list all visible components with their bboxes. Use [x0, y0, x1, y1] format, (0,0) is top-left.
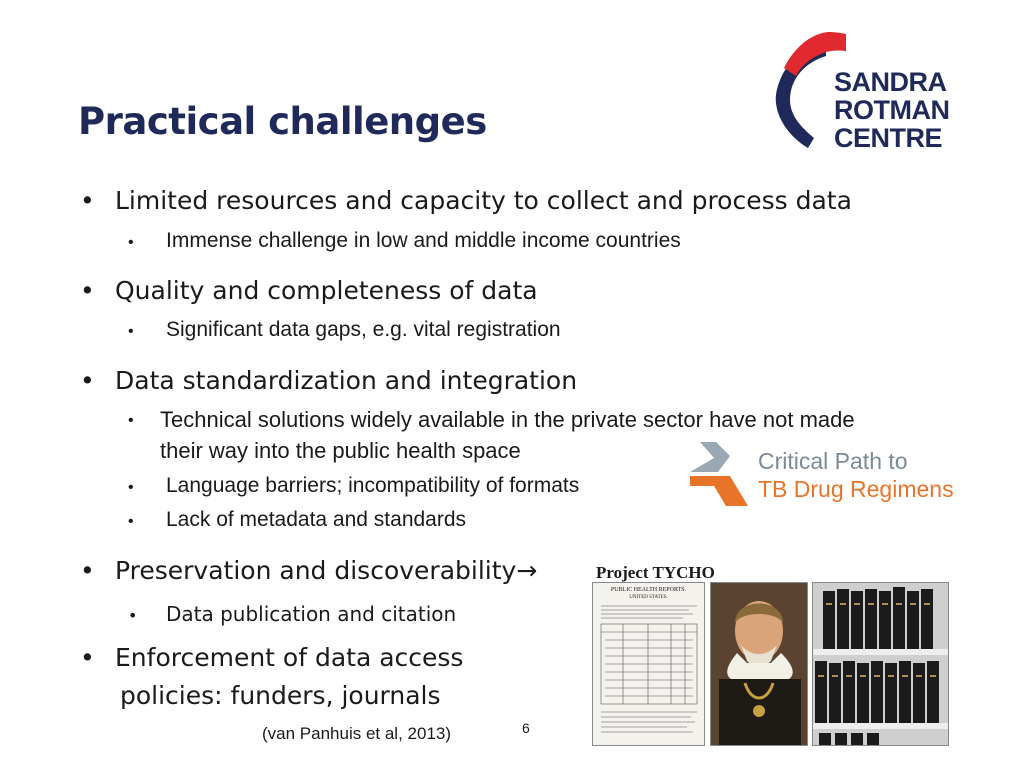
page-number: 6 [522, 720, 530, 736]
sub-bullet-3-3 [128, 508, 467, 532]
bullet-dot: • [128, 412, 134, 429]
citation: (van Panhuis et al, 2013) [262, 724, 452, 743]
sub-bullet-text: Lack of metadata and standards [166, 508, 467, 531]
sub-bullet-text: Technical solutions widely available in the private sector have not made [160, 407, 855, 432]
critical-path-line-1: Critical Path to [758, 448, 908, 474]
logo-line-3: CENTRE [834, 123, 943, 153]
bullet-text: Limited resources and capacity to collect and process data [115, 186, 852, 215]
public-health-report-image [592, 582, 705, 746]
logo-line-2: ROTMAN [834, 95, 950, 125]
sub-bullet-text: Immense challenge in low and middle income countries [166, 229, 681, 252]
bullet-3 [80, 366, 578, 395]
critical-path-chevron-icon [690, 442, 752, 508]
sandra-rotman-logo [766, 28, 956, 153]
sub-bullet-3-1-cont: their way into the public health space [160, 438, 521, 463]
bullet-dot: • [128, 323, 134, 340]
bullet-dot: • [80, 186, 95, 215]
bullet-1 [80, 186, 852, 215]
bullet-dot: • [128, 479, 134, 496]
bookshelf-graphic [813, 583, 949, 746]
sub-bullet-4-1 [128, 602, 457, 626]
bullet-text: Quality and completeness of data [115, 276, 538, 305]
portrait-graphic [711, 583, 808, 746]
bullet-dot: • [80, 366, 95, 395]
bullet-5 [80, 643, 464, 672]
sub-bullet-1-1 [128, 229, 681, 253]
sub-bullet-text: Language barriers; incompatibility of formats [166, 474, 580, 497]
bullet-dot: • [128, 234, 134, 251]
report-subheading: UNITED STATES. [629, 595, 668, 600]
critical-path-logo [690, 442, 980, 508]
bullet-text: Preservation and discoverability→ [115, 556, 538, 585]
bullet-dot: • [80, 643, 95, 672]
bullet-dot: • [80, 276, 95, 305]
sub-bullet-2-1 [128, 318, 561, 342]
bullet-4 [80, 556, 538, 585]
report-heading: PUBLIC HEALTH REPORTS. [610, 587, 687, 593]
bullet-dot: • [128, 606, 138, 625]
bullet-text: Data standardization and integration [115, 366, 578, 395]
logo-line-1: SANDRA [834, 67, 947, 97]
sub-bullet-3-1 [128, 407, 855, 432]
slide-title: Practical challenges [78, 100, 487, 143]
bullet-5-cont: policies: funders, journals [120, 681, 441, 710]
bullet-dot: • [80, 556, 95, 585]
archive-volumes-image [812, 582, 949, 746]
report-table-graphic [593, 600, 705, 740]
critical-path-line-2: TB Drug Regimens [758, 476, 954, 502]
bullet-text: Enforcement of data access [115, 643, 464, 672]
sub-bullet-text: Significant data gaps, e.g. vital registration [166, 318, 561, 341]
sub-bullet-3-2 [128, 474, 580, 498]
bullet-2 [80, 276, 538, 305]
bullet-dot: • [128, 513, 134, 530]
project-tycho-label: Project TYCHO [596, 563, 715, 582]
tycho-brahe-portrait-image [710, 582, 808, 746]
sub-bullet-text: Data publication and citation [166, 602, 457, 626]
